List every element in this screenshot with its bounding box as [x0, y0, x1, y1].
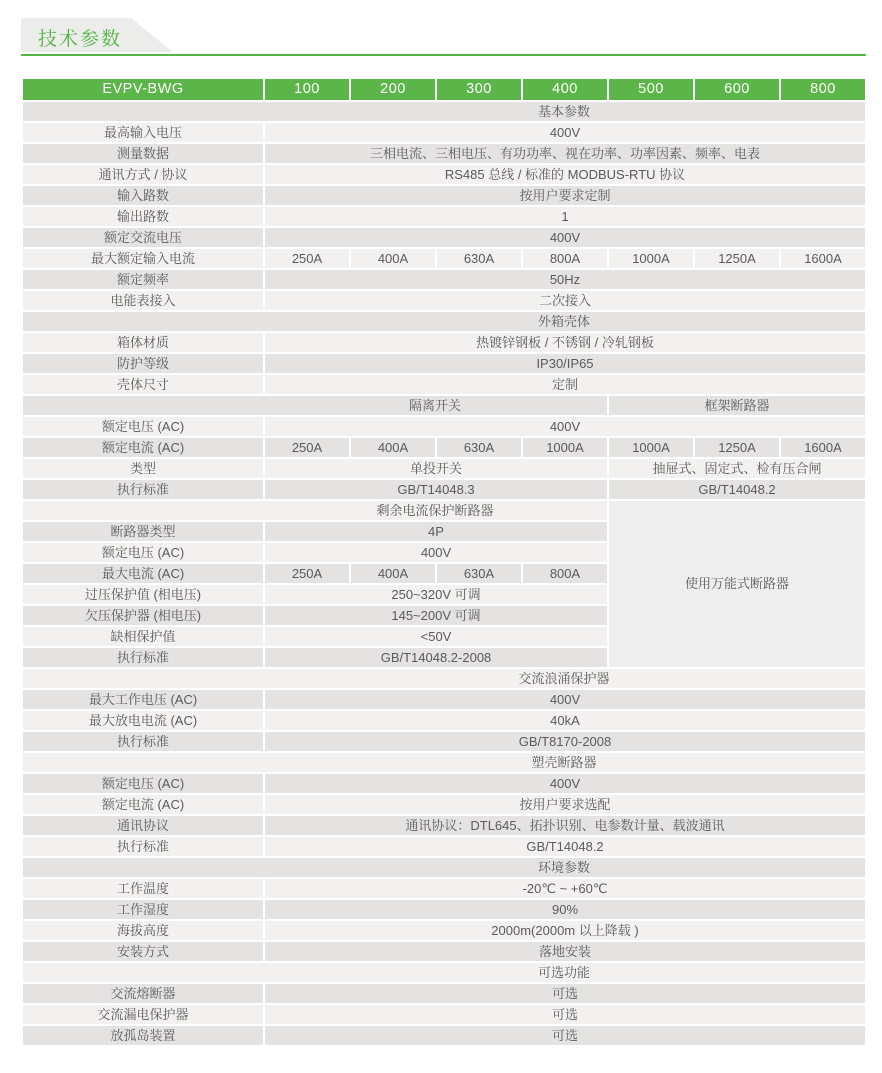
- row-label: 最大电流 (AC): [22, 563, 264, 584]
- table-row: [22, 227, 866, 248]
- model-column-header: 800: [780, 78, 866, 101]
- row-label: 执行标准: [22, 731, 264, 752]
- row-value: 2000m(2000m 以上降载 ): [264, 920, 866, 941]
- row-value: 40kA: [264, 710, 866, 731]
- model-value: 1250A: [694, 437, 780, 458]
- table-row: [22, 710, 866, 731]
- row-value-left: GB/T14048.3: [264, 479, 608, 500]
- row-label: 交流漏电保护器: [22, 1004, 264, 1025]
- table-row: [22, 1004, 866, 1025]
- table-row: [22, 479, 866, 500]
- model-value: 1600A: [780, 437, 866, 458]
- table-row: [22, 689, 866, 710]
- row-value: 400V: [264, 773, 866, 794]
- row-label: 额定电压 (AC): [22, 773, 264, 794]
- row-value: 1: [264, 206, 866, 227]
- spec-table: [21, 77, 867, 1047]
- row-label: 欠压保护器 (相电压): [22, 605, 264, 626]
- table-row: [22, 143, 866, 164]
- section-header: 可选功能: [22, 962, 866, 983]
- row-value: 90%: [264, 899, 866, 920]
- row-value: 4P: [264, 521, 608, 542]
- model-value: 800A: [522, 563, 608, 584]
- section-header: 交流浪涌保护器: [22, 668, 866, 689]
- row-label: 执行标准: [22, 836, 264, 857]
- row-label: 执行标准: [22, 479, 264, 500]
- row-label: 通讯方式 / 协议: [22, 164, 264, 185]
- spec-table-header: [22, 78, 866, 101]
- row-value: 落地安装: [264, 941, 866, 962]
- table-row: [22, 269, 866, 290]
- row-value: 400V: [264, 122, 866, 143]
- row-value: 250~320V 可调: [264, 584, 608, 605]
- row-value: 可选: [264, 1004, 866, 1025]
- row-value: 按用户要求定制: [264, 185, 866, 206]
- table-row: [22, 248, 866, 269]
- model-column-header: 100: [264, 78, 350, 101]
- table-row: [22, 899, 866, 920]
- table-row: [22, 794, 866, 815]
- row-value: 400V: [264, 542, 608, 563]
- row-value: 二次接入: [264, 290, 866, 311]
- section-row: [22, 668, 866, 689]
- row-value: 400V: [264, 689, 866, 710]
- row-value: GB/T8170-2008: [264, 731, 866, 752]
- row-label: 箱体材质: [22, 332, 264, 353]
- row-label: 输出路数: [22, 206, 264, 227]
- row-value: 热镀锌钢板 / 不锈钢 / 冷轧钢板: [264, 332, 866, 353]
- row-value: RS485 总线 / 标准的 MODBUS-RTU 协议: [264, 164, 866, 185]
- row-label: 断路器类型: [22, 521, 264, 542]
- row-label: 最大工作电压 (AC): [22, 689, 264, 710]
- row-value: 可选: [264, 1025, 866, 1046]
- row-label: 工作温度: [22, 878, 264, 899]
- model-value: 630A: [436, 563, 522, 584]
- model-value: 1000A: [608, 248, 694, 269]
- row-label: 过压保护值 (相电压): [22, 584, 264, 605]
- row-label: 额定电流 (AC): [22, 437, 264, 458]
- section-header-left: 剩余电流保护断路器: [22, 500, 608, 521]
- row-label: 缺相保护值: [22, 626, 264, 647]
- row-label: 工作湿度: [22, 899, 264, 920]
- row-label: 电能表接入: [22, 290, 264, 311]
- section-row: [22, 311, 866, 332]
- row-value-right: GB/T14048.2: [608, 479, 866, 500]
- row-label: 交流熔断器: [22, 983, 264, 1004]
- row-label: 最高输入电压: [22, 122, 264, 143]
- model-value: 1000A: [522, 437, 608, 458]
- section-title-block: [21, 18, 866, 52]
- row-value-left: 单投开关: [264, 458, 608, 479]
- table-row: [22, 731, 866, 752]
- row-label: 测量数据: [22, 143, 264, 164]
- table-row: [22, 332, 866, 353]
- model-value: 400A: [350, 437, 436, 458]
- model-value: 1000A: [608, 437, 694, 458]
- row-label: 额定电压 (AC): [22, 542, 264, 563]
- section-row: [22, 395, 866, 416]
- row-value: 400V: [264, 227, 866, 248]
- model-value: 250A: [264, 248, 350, 269]
- model-column-header: 400: [522, 78, 608, 101]
- row-value: -20℃ ~ +60℃: [264, 878, 866, 899]
- row-value: 400V: [264, 416, 866, 437]
- row-label: 海拔高度: [22, 920, 264, 941]
- model-value: 1250A: [694, 248, 780, 269]
- table-row: [22, 878, 866, 899]
- model-value: 630A: [436, 248, 522, 269]
- section-row: [22, 500, 866, 521]
- row-label: 额定频率: [22, 269, 264, 290]
- row-label: 壳体尺寸: [22, 374, 264, 395]
- row-value: 可选: [264, 983, 866, 1004]
- row-value: GB/T14048.2-2008: [264, 647, 608, 668]
- title-underline: [21, 54, 866, 56]
- model-column-header: 600: [694, 78, 780, 101]
- table-row: [22, 416, 866, 437]
- section-row: [22, 962, 866, 983]
- row-label: 最大额定输入电流: [22, 248, 264, 269]
- row-value: 通讯协议：DTL645、拓扑识别、电参数计量、载波通讯: [264, 815, 866, 836]
- model-value: 1600A: [780, 248, 866, 269]
- row-value: 50Hz: [264, 269, 866, 290]
- table-row: [22, 353, 866, 374]
- row-value: IP30/IP65: [264, 353, 866, 374]
- row-label: 输入路数: [22, 185, 264, 206]
- row-label: 额定交流电压: [22, 227, 264, 248]
- row-label: 放孤岛装置: [22, 1025, 264, 1046]
- table-row: [22, 1025, 866, 1046]
- row-label: 通讯协议: [22, 815, 264, 836]
- section-header-left: 隔离开关: [22, 395, 608, 416]
- table-row: [22, 920, 866, 941]
- row-label: 安装方式: [22, 941, 264, 962]
- row-value: 定制: [264, 374, 866, 395]
- table-row: [22, 983, 866, 1004]
- table-row: [22, 185, 866, 206]
- model-column-header: 200: [350, 78, 436, 101]
- model-column-header: 300: [436, 78, 522, 101]
- row-label: 类型: [22, 458, 264, 479]
- table-row: [22, 458, 866, 479]
- section-row: [22, 857, 866, 878]
- model-column-header: 500: [608, 78, 694, 101]
- model-value: 250A: [264, 563, 350, 584]
- merged-note-cell: 使用万能式断路器: [608, 500, 866, 668]
- model-value: 250A: [264, 437, 350, 458]
- table-row: [22, 941, 866, 962]
- row-label: 最大放电电流 (AC): [22, 710, 264, 731]
- row-label: 执行标准: [22, 647, 264, 668]
- section-header: 基本参数: [22, 101, 866, 122]
- row-value: 按用户要求选配: [264, 794, 866, 815]
- section-header: 环境参数: [22, 857, 866, 878]
- section-header-right: 框架断路器: [608, 395, 866, 416]
- table-row: [22, 815, 866, 836]
- row-value: 145~200V 可调: [264, 605, 608, 626]
- row-value: <50V: [264, 626, 608, 647]
- table-row: [22, 290, 866, 311]
- table-row: [22, 122, 866, 143]
- section-row: [22, 752, 866, 773]
- model-value: 400A: [350, 248, 436, 269]
- page-title: 技术参数: [38, 29, 123, 50]
- model-value: 800A: [522, 248, 608, 269]
- table-row: [22, 773, 866, 794]
- row-value-right: 抽屉式、固定式、检有压合闸: [608, 458, 866, 479]
- section-row: [22, 101, 866, 122]
- table-row: [22, 437, 866, 458]
- product-name-header: EVPV-BWG: [22, 78, 264, 101]
- header-row: [22, 78, 866, 101]
- row-label: 防护等级: [22, 353, 264, 374]
- table-row: [22, 836, 866, 857]
- row-value: GB/T14048.2: [264, 836, 866, 857]
- table-row: [22, 164, 866, 185]
- section-header: 塑壳断路器: [22, 752, 866, 773]
- section-header: 外箱壳体: [22, 311, 866, 332]
- row-label: 额定电流 (AC): [22, 794, 264, 815]
- model-value: 630A: [436, 437, 522, 458]
- table-row: [22, 374, 866, 395]
- row-label: 额定电压 (AC): [22, 416, 264, 437]
- model-value: 400A: [350, 563, 436, 584]
- row-value: 三相电流、三相电压、有功功率、视在功率、功率因素、频率、电表: [264, 143, 866, 164]
- table-row: [22, 206, 866, 227]
- spec-table-body: [22, 101, 866, 1046]
